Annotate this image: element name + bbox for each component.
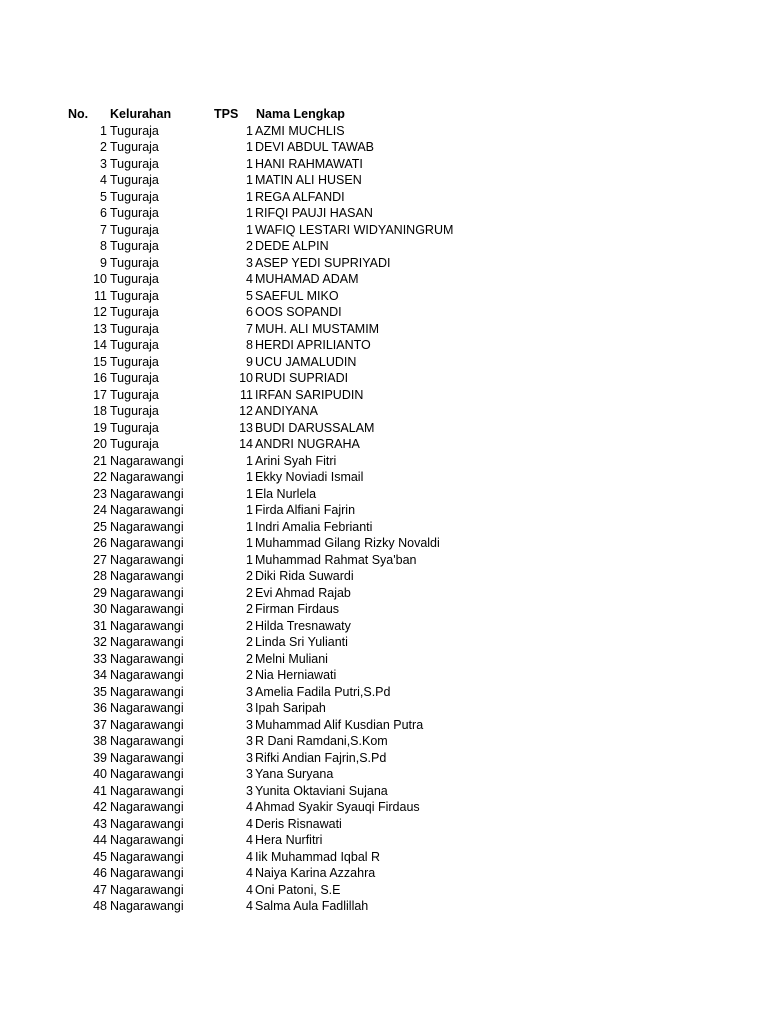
table-row (0, 453, 768, 470)
cell-nama-lengkap: Melni Muliani (255, 651, 328, 666)
cell-no: 31 (93, 618, 107, 633)
cell-tps: 6 (246, 305, 253, 319)
cell-no: 2 (100, 140, 107, 154)
cell-tps: 2 (246, 651, 253, 666)
cell-nama-lengkap: Amelia Fadila Putri,S.Pd (255, 684, 391, 699)
cell-no: 32 (93, 635, 107, 649)
cell-tps: 12 (239, 404, 253, 418)
cell-no: 18 (93, 404, 107, 418)
cell-tps: 4 (246, 866, 253, 880)
cell-nama-lengkap: Muhammad Gilang Rizky Novaldi (255, 536, 440, 550)
cell-nama-lengkap: AZMI MUCHLIS (255, 123, 345, 138)
cell-kelurahan: Nagarawangi (110, 519, 184, 534)
cell-tps: 2 (246, 602, 253, 616)
cell-nama-lengkap: Iik Muhammad Iqbal R (255, 849, 381, 864)
table-row (0, 568, 768, 585)
cell-nama-lengkap: Muhammad Alif Kusdian Putra (255, 717, 424, 732)
cell-no: 24 (93, 503, 107, 517)
cell-kelurahan: Nagarawangi (110, 618, 184, 633)
cell-no: 22 (93, 470, 107, 484)
cell-nama-lengkap: Naiya Karina Azzahra (255, 866, 376, 880)
cell-tps: 14 (239, 437, 253, 451)
cell-tps: 7 (246, 321, 253, 336)
cell-nama-lengkap: Linda Sri Yulianti (255, 635, 348, 649)
cell-nama-lengkap: HERDI APRILIANTO (255, 338, 371, 352)
cell-kelurahan: Tuguraja (110, 305, 159, 319)
cell-kelurahan: Nagarawangi (110, 453, 184, 468)
cell-tps: 5 (246, 288, 253, 303)
cell-kelurahan: Tuguraja (110, 156, 159, 171)
cell-no: 11 (94, 288, 107, 303)
table-row (0, 816, 768, 833)
cell-kelurahan: Nagarawangi (110, 635, 184, 649)
cell-tps: 3 (246, 734, 253, 748)
table-header-row (0, 106, 768, 123)
table-row (0, 882, 768, 899)
cell-no: 14 (93, 338, 107, 352)
cell-tps: 10 (239, 371, 253, 385)
cell-no: 26 (93, 536, 107, 550)
cell-tps: 1 (246, 206, 253, 220)
cell-nama-lengkap: DEVI ABDUL TAWAB (255, 140, 375, 154)
cell-nama-lengkap: Ahmad Syakir Syauqi Firdaus (255, 800, 420, 814)
table-row (0, 733, 768, 750)
table-row (0, 684, 768, 701)
cell-kelurahan: Tuguraja (110, 420, 159, 435)
cell-kelurahan: Tuguraja (110, 387, 159, 402)
cell-kelurahan: Nagarawangi (110, 899, 184, 913)
cell-no: 12 (93, 305, 107, 319)
cell-nama-lengkap: REGA ALFANDI (255, 189, 345, 204)
table-row (0, 783, 768, 800)
cell-no: 15 (93, 354, 107, 369)
table-row (0, 403, 768, 420)
cell-kelurahan: Nagarawangi (110, 701, 184, 715)
cell-no: 3 (100, 156, 107, 171)
cell-tps: 2 (246, 239, 253, 253)
cell-nama-lengkap: Firman Firdaus (255, 602, 340, 616)
table-row (0, 189, 768, 206)
cell-kelurahan: Nagarawangi (110, 816, 184, 831)
table-row (0, 288, 768, 305)
table-row (0, 139, 768, 156)
cell-no: 13 (93, 321, 107, 336)
cell-tps: 1 (246, 173, 253, 187)
table-row (0, 469, 768, 486)
cell-no: 48 (93, 899, 107, 913)
cell-nama-lengkap: Ela Nurlela (255, 486, 317, 501)
table-row (0, 205, 768, 222)
cell-no: 16 (93, 371, 107, 385)
cell-tps: 1 (246, 222, 253, 237)
cell-no: 5 (100, 189, 107, 204)
cell-kelurahan: Nagarawangi (110, 585, 184, 600)
cell-tps: 3 (246, 717, 253, 732)
cell-no: 21 (93, 453, 107, 468)
table-row (0, 420, 768, 437)
cell-kelurahan: Tuguraja (110, 437, 159, 451)
cell-nama-lengkap: Arini Syah Fitri (255, 453, 337, 468)
cell-no: 47 (93, 882, 107, 897)
cell-tps: 3 (246, 255, 253, 270)
cell-kelurahan: Nagarawangi (110, 833, 184, 847)
table-row (0, 370, 768, 387)
table-row (0, 304, 768, 321)
cell-kelurahan: Nagarawangi (110, 536, 184, 550)
cell-nama-lengkap: MUH. ALI MUSTAMIM (255, 321, 380, 336)
table-row (0, 651, 768, 668)
cell-tps: 1 (246, 470, 253, 484)
cell-nama-lengkap: Diki Rida Suwardi (255, 569, 354, 583)
cell-nama-lengkap: OOS SOPANDI (255, 305, 342, 319)
cell-kelurahan: Tuguraja (110, 206, 159, 220)
table-row (0, 222, 768, 239)
table-body (0, 123, 768, 915)
cell-kelurahan: Tuguraja (110, 288, 159, 303)
table-row (0, 535, 768, 552)
cell-tps: 3 (246, 783, 253, 798)
cell-kelurahan: Tuguraja (110, 123, 159, 138)
table-row (0, 238, 768, 255)
table-row (0, 832, 768, 849)
cell-no: 6 (100, 206, 107, 220)
cell-no: 35 (93, 684, 107, 699)
table-row (0, 172, 768, 189)
cell-tps: 2 (246, 635, 253, 649)
cell-kelurahan: Tuguraja (110, 354, 159, 369)
cell-nama-lengkap: SAEFUL MIKO (255, 288, 339, 303)
cell-no: 20 (93, 437, 107, 451)
cell-tps: 3 (246, 701, 253, 715)
cell-no: 34 (93, 668, 107, 682)
cell-kelurahan: Nagarawangi (110, 800, 184, 814)
cell-tps: 13 (239, 420, 253, 435)
cell-kelurahan: Tuguraja (110, 255, 159, 270)
cell-kelurahan: Nagarawangi (110, 552, 184, 567)
table-row (0, 601, 768, 618)
cell-kelurahan: Nagarawangi (110, 783, 184, 798)
cell-no: 39 (93, 750, 107, 765)
cell-no: 41 (93, 783, 107, 798)
table-row (0, 123, 768, 140)
cell-no: 28 (93, 569, 107, 583)
cell-kelurahan: Tuguraja (110, 371, 159, 385)
cell-tps: 4 (246, 816, 253, 831)
table-row (0, 766, 768, 783)
cell-tps: 1 (246, 140, 253, 154)
cell-tps: 1 (246, 189, 253, 204)
cell-kelurahan: Nagarawangi (110, 734, 184, 748)
cell-kelurahan: Tuguraja (110, 173, 159, 187)
cell-tps: 1 (246, 536, 253, 550)
cell-no: 23 (93, 486, 107, 501)
table-row (0, 436, 768, 453)
cell-kelurahan: Tuguraja (110, 189, 159, 204)
cell-tps: 1 (246, 519, 253, 534)
cell-nama-lengkap: Ipah Saripah (255, 701, 326, 715)
cell-kelurahan: Tuguraja (110, 321, 159, 336)
table-row (0, 865, 768, 882)
cell-no: 17 (93, 387, 107, 402)
table-row (0, 255, 768, 272)
cell-kelurahan: Tuguraja (110, 338, 159, 352)
cell-no: 40 (93, 767, 107, 781)
cell-kelurahan: Nagarawangi (110, 866, 184, 880)
cell-nama-lengkap: ANDRI NUGRAHA (255, 437, 360, 451)
cell-tps: 2 (246, 618, 253, 633)
cell-nama-lengkap: IRFAN SARIPUDIN (255, 387, 364, 402)
cell-kelurahan: Nagarawangi (110, 486, 184, 501)
cell-kelurahan: Nagarawangi (110, 651, 184, 666)
cell-kelurahan: Nagarawangi (110, 717, 184, 732)
cell-kelurahan: Nagarawangi (110, 569, 184, 583)
table-row (0, 634, 768, 651)
cell-tps: 3 (246, 767, 253, 781)
cell-tps: 2 (246, 585, 253, 600)
cell-tps: 4 (246, 849, 253, 864)
cell-nama-lengkap: Hilda Tresnawaty (255, 618, 351, 633)
voter-list-sheet (0, 106, 768, 915)
cell-nama-lengkap: BUDI DARUSSALAM (255, 420, 375, 435)
cell-nama-lengkap: DEDE ALPIN (255, 239, 329, 253)
header-nama-lengkap: Nama Lengkap (256, 107, 345, 121)
cell-kelurahan: Nagarawangi (110, 849, 184, 864)
cell-tps: 4 (246, 899, 253, 913)
cell-no: 33 (93, 651, 107, 666)
cell-nama-lengkap: Nia Herniawati (255, 668, 337, 682)
cell-kelurahan: Nagarawangi (110, 602, 184, 616)
cell-no: 38 (93, 734, 107, 748)
table-row (0, 337, 768, 354)
cell-no: 4 (100, 173, 107, 187)
cell-tps: 3 (246, 684, 253, 699)
cell-kelurahan: Nagarawangi (110, 503, 184, 517)
cell-tps: 2 (246, 668, 253, 682)
cell-nama-lengkap: Hera Nurfitri (255, 833, 323, 847)
cell-tps: 1 (246, 453, 253, 468)
cell-no: 37 (93, 717, 107, 732)
cell-nama-lengkap: Deris Risnawati (255, 816, 342, 831)
cell-nama-lengkap: RIFQI PAUJI HASAN (255, 206, 373, 220)
table-row (0, 271, 768, 288)
cell-kelurahan: Tuguraja (110, 239, 159, 253)
table-row (0, 799, 768, 816)
cell-kelurahan: Nagarawangi (110, 767, 184, 781)
cell-no: 9 (100, 255, 107, 270)
cell-nama-lengkap: ANDIYANA (255, 404, 318, 418)
cell-tps: 11 (240, 387, 253, 402)
header-no: No. (68, 107, 89, 121)
cell-nama-lengkap: WAFIQ LESTARI WIDYANINGRUM (255, 222, 454, 237)
table-row (0, 156, 768, 173)
cell-no: 36 (93, 701, 107, 715)
table-row (0, 750, 768, 767)
table-row (0, 354, 768, 371)
cell-nama-lengkap: Ekky Noviadi Ismail (255, 470, 364, 484)
cell-kelurahan: Tuguraja (110, 272, 159, 286)
cell-tps: 1 (246, 486, 253, 501)
cell-nama-lengkap: R Dani Ramdani,S.Kom (255, 734, 388, 748)
table-row (0, 849, 768, 866)
cell-nama-lengkap: MUHAMAD ADAM (255, 272, 359, 286)
table-row (0, 552, 768, 569)
cell-kelurahan: Nagarawangi (110, 668, 184, 682)
cell-nama-lengkap: HANI RAHMAWATI (255, 156, 363, 171)
cell-tps: 4 (246, 272, 253, 286)
cell-nama-lengkap: Muhammad Rahmat Sya'ban (255, 552, 417, 567)
table-row (0, 502, 768, 519)
cell-tps: 9 (246, 354, 253, 369)
cell-tps: 8 (246, 338, 253, 352)
cell-nama-lengkap: MATIN ALI HUSEN (255, 173, 362, 187)
cell-tps: 4 (246, 800, 253, 814)
cell-tps: 1 (246, 123, 253, 138)
cell-nama-lengkap: Salma Aula Fadlillah (255, 899, 369, 913)
cell-tps: 1 (246, 552, 253, 567)
header-kelurahan: Kelurahan (110, 107, 172, 121)
cell-nama-lengkap: Firda Alfiani Fajrin (255, 503, 356, 517)
cell-kelurahan: Nagarawangi (110, 882, 184, 897)
cell-no: 8 (100, 239, 107, 253)
cell-kelurahan: Nagarawangi (110, 750, 184, 765)
cell-nama-lengkap: UCU JAMALUDIN (255, 354, 357, 369)
table-row (0, 585, 768, 602)
table-row (0, 717, 768, 734)
table-row (0, 519, 768, 536)
table-row (0, 898, 768, 915)
cell-nama-lengkap: ASEP YEDI SUPRIYADI (255, 255, 391, 270)
cell-no: 27 (93, 552, 107, 567)
cell-no: 1 (100, 123, 107, 138)
cell-tps: 1 (246, 503, 253, 517)
cell-nama-lengkap: RUDI SUPRIADI (255, 371, 349, 385)
cell-no: 45 (93, 849, 107, 864)
cell-tps: 4 (246, 882, 253, 897)
cell-no: 25 (93, 519, 107, 534)
cell-no: 44 (93, 833, 107, 847)
cell-no: 7 (100, 222, 107, 237)
table-row (0, 700, 768, 717)
cell-nama-lengkap: Oni Patoni, S.E (255, 882, 341, 897)
cell-kelurahan: Nagarawangi (110, 684, 184, 699)
cell-tps: 1 (246, 156, 253, 171)
cell-tps: 2 (246, 569, 253, 583)
cell-tps: 3 (246, 750, 253, 765)
cell-nama-lengkap: Evi Ahmad Rajab (255, 585, 351, 600)
cell-no: 42 (93, 800, 107, 814)
cell-kelurahan: Nagarawangi (110, 470, 184, 484)
cell-nama-lengkap: Yana Suryana (255, 767, 334, 781)
table-row (0, 321, 768, 338)
cell-no: 30 (93, 602, 107, 616)
cell-no: 43 (93, 816, 107, 831)
header-tps: TPS (214, 107, 239, 121)
cell-no: 46 (93, 866, 107, 880)
cell-no: 10 (93, 272, 107, 286)
cell-no: 19 (93, 420, 107, 435)
table-row (0, 387, 768, 404)
table-row (0, 486, 768, 503)
cell-no: 29 (93, 585, 107, 600)
table-row (0, 618, 768, 635)
cell-tps: 4 (246, 833, 253, 847)
cell-kelurahan: Tuguraja (110, 222, 159, 237)
cell-kelurahan: Tuguraja (110, 140, 159, 154)
table-row (0, 667, 768, 684)
cell-nama-lengkap: Yunita Oktaviani Sujana (255, 783, 388, 798)
cell-nama-lengkap: Indri Amalia Febrianti (255, 519, 373, 534)
cell-nama-lengkap: Rifki Andian Fajrin,S.Pd (255, 750, 387, 765)
cell-kelurahan: Tuguraja (110, 404, 159, 418)
